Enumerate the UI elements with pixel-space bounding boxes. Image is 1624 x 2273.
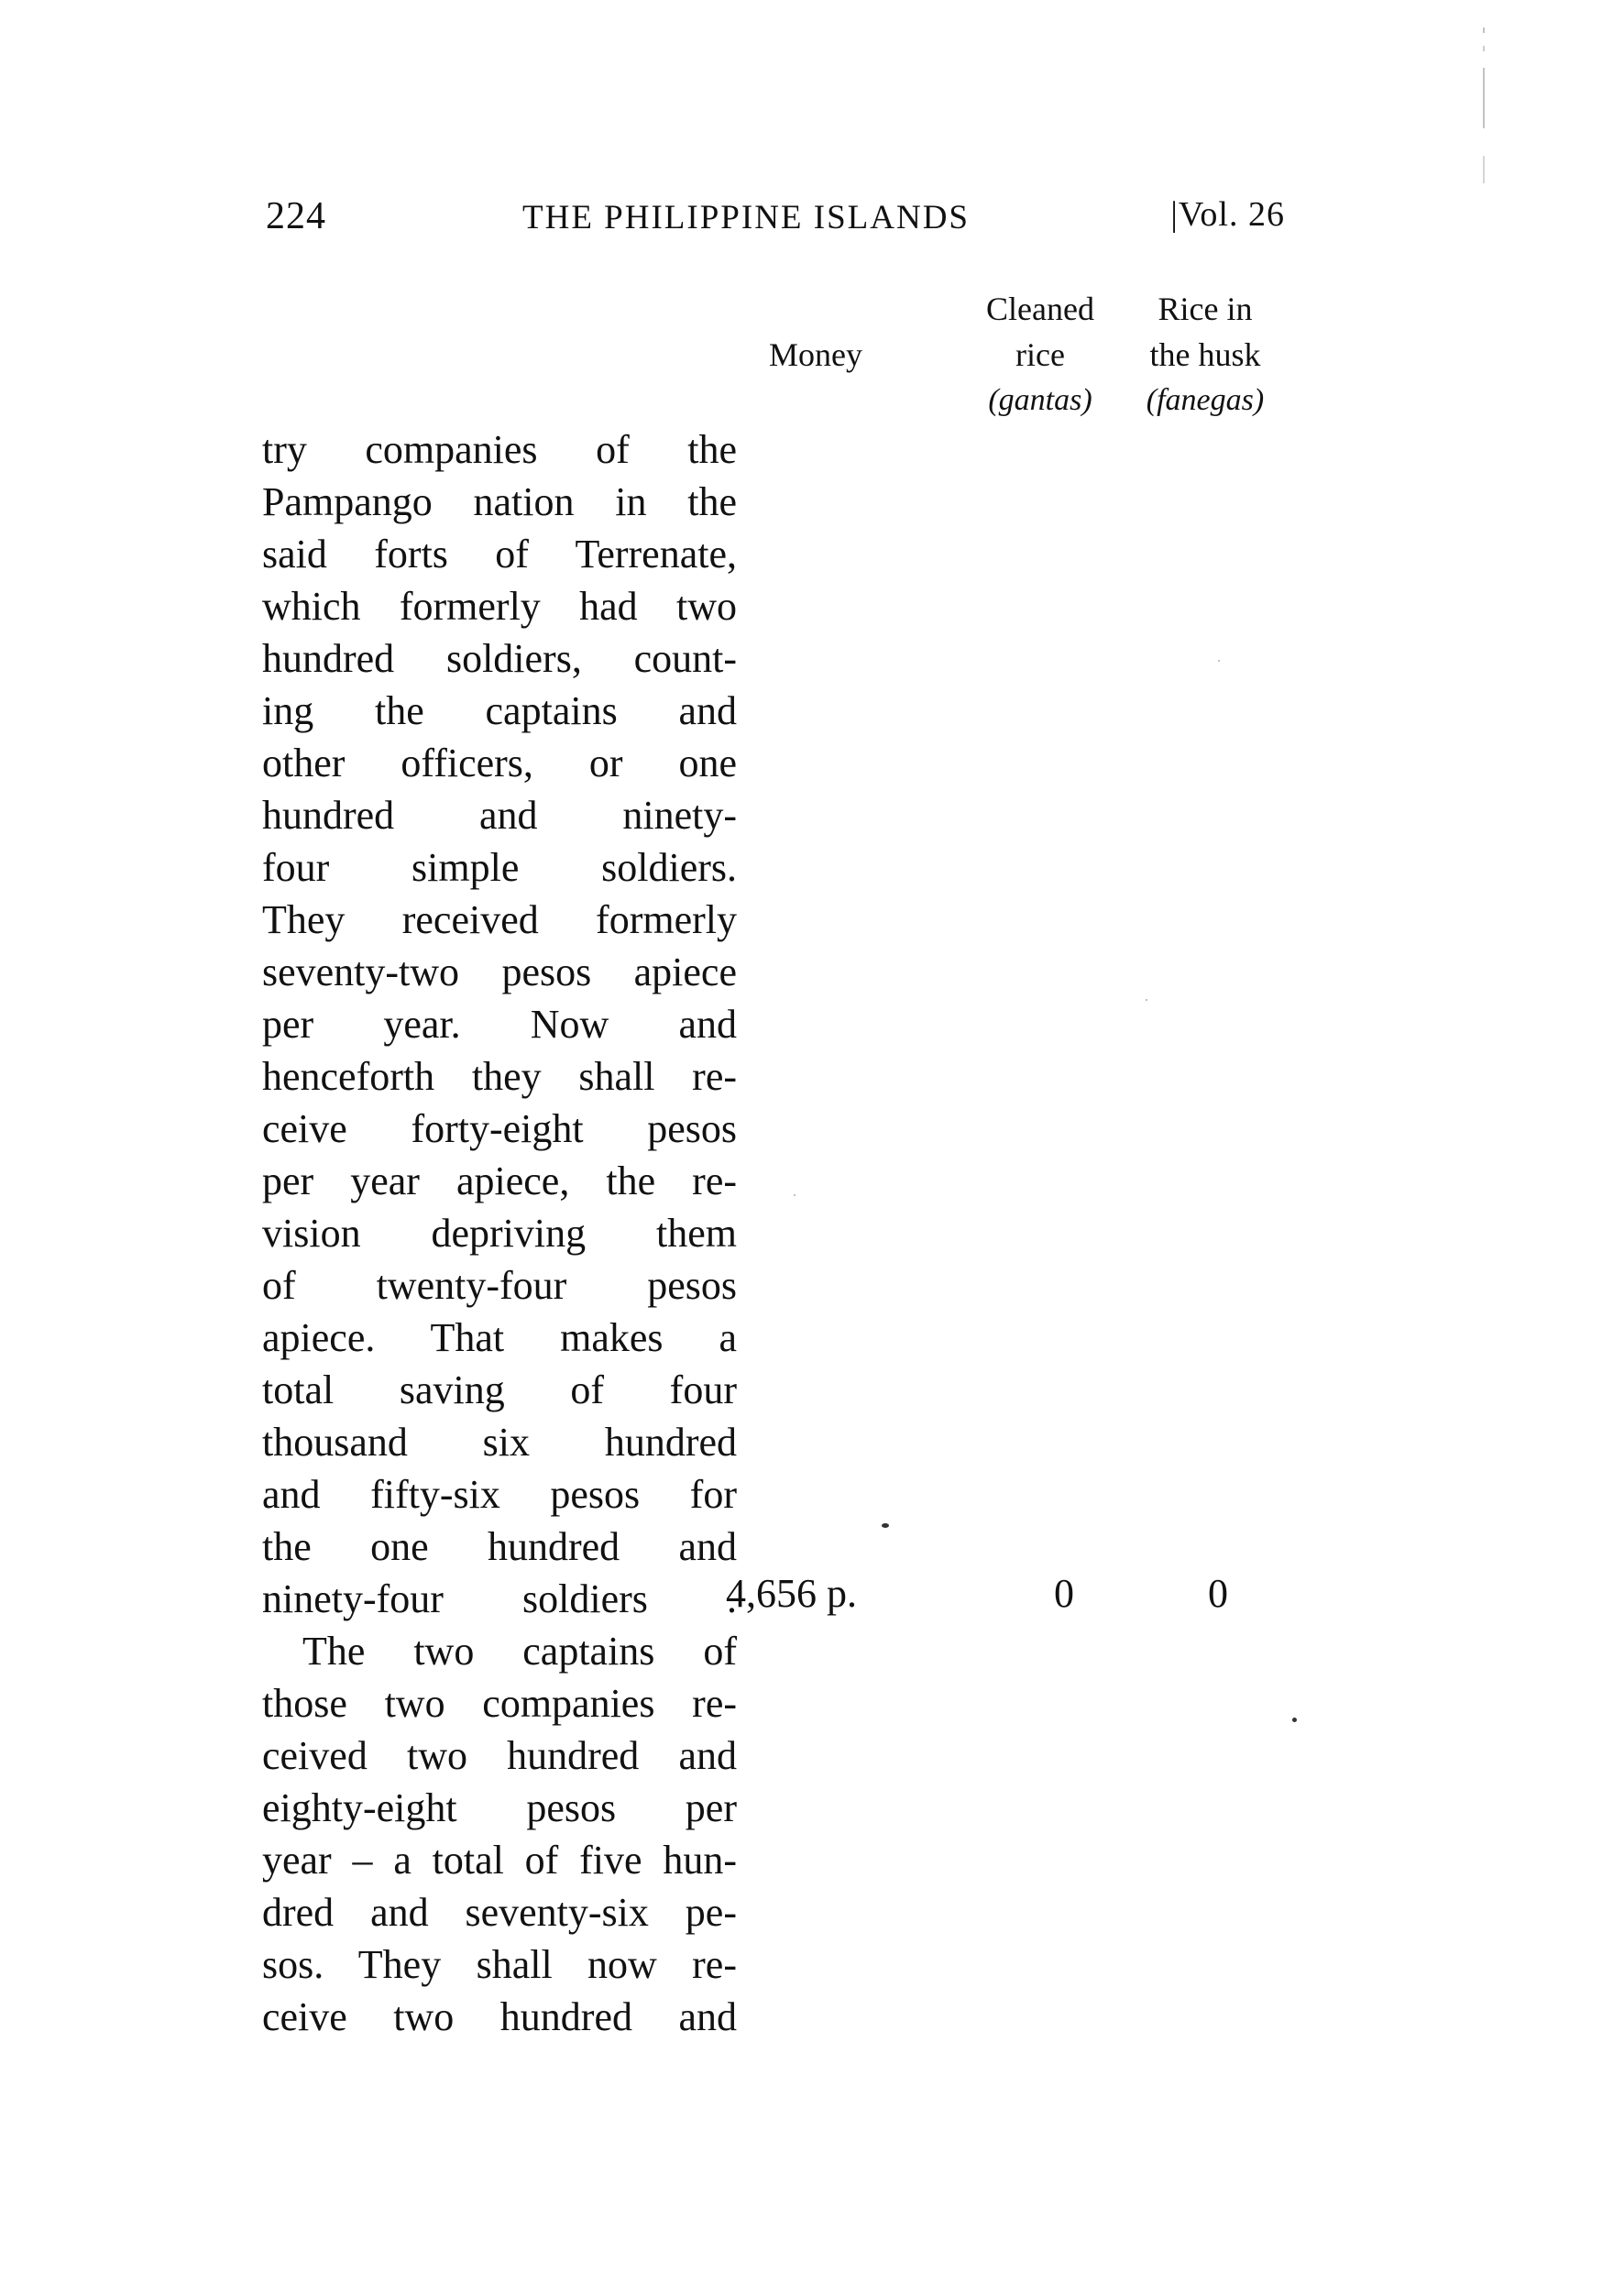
text-line-paragraph-start: The two captains of — [302, 1629, 737, 1674]
text-line: sos. They shall now re- — [262, 1942, 737, 1987]
running-title: THE PHILIPPINE ISLANDS — [522, 199, 970, 236]
text-line: hundred and ninety- — [262, 793, 737, 838]
running-head — [266, 194, 1292, 249]
text-line: other officers, or one — [262, 741, 737, 785]
text-line: per year apiece, the re- — [262, 1158, 737, 1203]
text-line: of twenty-four pesos — [262, 1263, 737, 1308]
text-line: henceforth they shall re- — [262, 1054, 737, 1099]
text-line: year – a total of five hun- — [262, 1838, 737, 1883]
column-header-cleaned-rice — [944, 286, 1136, 423]
text-line: four simple soldiers. — [262, 845, 737, 890]
text-line: said forts of Terrenate, — [262, 532, 737, 576]
ink-speck — [1218, 660, 1220, 662]
text-line: ceive two hundred and — [262, 1994, 737, 2039]
rice-husk-line2: the husk — [1149, 336, 1261, 373]
text-line: which formerly had two — [262, 584, 737, 629]
rice-husk-line1: Rice in — [1158, 291, 1253, 327]
text-line: ninety-four soldiers . — [262, 1576, 737, 1621]
text-line: thousand six hundred — [262, 1420, 737, 1465]
text-line: vision depriving them — [262, 1211, 737, 1256]
text-line: the one hundred and — [262, 1524, 737, 1569]
text-line: seventy-two pesos apiece — [262, 950, 737, 994]
text-line: They received formerly — [262, 897, 737, 942]
page-number: 224 — [266, 195, 326, 237]
ink-speck — [1146, 999, 1147, 1001]
ink-speck — [1292, 1718, 1297, 1722]
text-line: and fifty-six pesos for — [262, 1472, 737, 1517]
text-line: try companies of the — [262, 427, 737, 472]
column-header-rice-in-husk — [1118, 286, 1292, 423]
cleaned-rice-line2: rice — [1015, 336, 1065, 373]
text-line: ceive forty-eight pesos — [262, 1106, 737, 1151]
ink-speck — [794, 1194, 796, 1196]
column-header-money — [733, 332, 898, 378]
text-line: ing the captains and — [262, 688, 737, 733]
text-line: per year. Now and — [262, 1002, 737, 1047]
text-line: dred and seventy-six pe- — [262, 1890, 737, 1935]
page-edge-mark — [1483, 27, 1485, 183]
text-line: hundred soldiers, count- — [262, 636, 737, 681]
rice-husk-entry: 0 — [1208, 1571, 1228, 1616]
cleaned-rice-unit: (gantas) — [988, 383, 1092, 417]
cleaned-rice-entry: 0 — [1054, 1571, 1074, 1616]
text-line: apiece. That makes a — [262, 1315, 737, 1360]
money-entry: 4,656 p. — [726, 1571, 857, 1616]
text-line: ceived two hundred and — [262, 1733, 737, 1778]
text-line: eighty-eight pesos per — [262, 1785, 737, 1830]
text-line: those two companies re- — [262, 1681, 737, 1726]
body-text — [262, 423, 737, 2043]
cleaned-rice-line1: Cleaned — [986, 291, 1094, 327]
volume-label: |Vol. 26 — [1170, 195, 1285, 234]
ink-speck — [882, 1523, 889, 1528]
text-line: Pampango nation in the — [262, 479, 737, 524]
rice-husk-unit: (fanegas) — [1146, 383, 1265, 417]
column-label-money: Money — [769, 336, 862, 373]
text-line: total saving of four — [262, 1367, 737, 1412]
